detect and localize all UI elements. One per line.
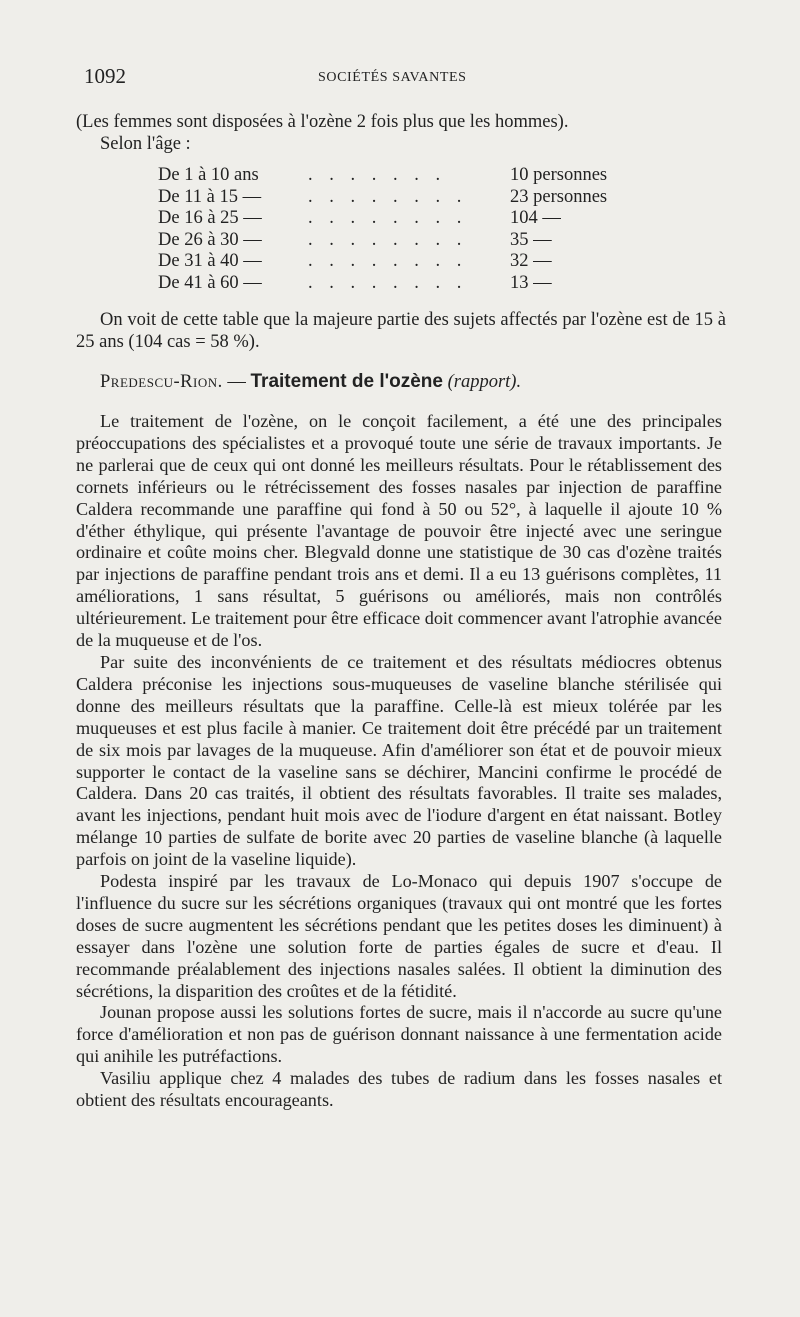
age-range: De 41 à 60 — <box>158 272 262 293</box>
leader-dots: . . . . . . . . <box>308 272 468 293</box>
section-heading <box>100 371 720 393</box>
intro-text <box>76 111 726 155</box>
leader-dots: . . . . . . . <box>308 165 447 185</box>
section-title: Traitement de l'ozène <box>250 371 443 392</box>
age-row <box>158 230 658 252</box>
leader-dots: . . . . . . . . <box>308 186 468 207</box>
heading-dash: — <box>227 372 246 392</box>
age-row <box>158 165 658 187</box>
age-count: 23 personnes <box>510 186 608 207</box>
page-header <box>84 64 724 94</box>
page-number: 1092 <box>84 64 126 88</box>
section-author: Predescu-Rion. <box>100 372 223 392</box>
intro-line-1: (Les femmes sont disposées à l'ozène 2 fois plus que les hommes). <box>76 112 569 132</box>
age-count: 13 — <box>510 272 552 293</box>
intro-line-2: Selon l'âge : <box>100 134 191 154</box>
conclusion-paragraph: On voit de cette table que la majeure partie des sujets affectés par l'ozène est de 15 à 25 ans (104 cas = 58 %). <box>76 310 726 352</box>
age-count: 35 — <box>510 229 552 250</box>
age-range: De 26 à 30 — <box>158 229 262 250</box>
age-range: De 31 à 40 — <box>158 251 262 271</box>
body-paragraph: Le traitement de l'ozène, on le conçoit facilement, a été une des principales préoccupations des spécialistes et a provoqué toute une série de travaux importants. Je ne parlerai que de ceux qui ont donné les meilleurs résultats. Pour le rétablissement des cornets inférieurs ou le rétrécissement des fosses nasales par injection de paraffine Caldera recommande une paraffine qui fond à 50 ou 52°, à laquelle il ajoute 10 % d'éther éthylique, qui présente l'avantage de pouvoir être injecté avec une seringue ordinaire et coûte moins cher. Blegvald donne une statistique de 30 cas d'ozène traités par injections de paraffine pendant trois ans et demi. Il a eu 13 guérisons complètes, 11 améliorations, 1 sans résultat, 5 guérisons ou améliorés, mais non contrôlés ultérieurement. Le traitement pour être efficace doit commencer avant l'atrophie avancée de la muqueuse et de l'os. <box>76 411 722 651</box>
age-count: 32 — <box>510 251 552 271</box>
age-count: 10 personnes <box>510 165 608 185</box>
body-paragraph: Jounan propose aussi les solutions fortes de sucre, mais il n'accorde au sucre qu'une force d'amélioration et non pas de guérison donnant naissance à une fermentation acide qui anihile les putréfactions. <box>76 1002 722 1067</box>
running-title: SOCIÉTÉS SAVANTES <box>318 70 467 85</box>
age-range: De 11 à 15 — <box>158 186 262 207</box>
age-count: 104 — <box>510 208 561 228</box>
body-paragraph: Podesta inspiré par les travaux de Lo-Monaco qui depuis 1907 s'occupe de l'influence du sucre sur les sécrétions organiques (travaux qui ont montré que les fortes doses de sucre augmentent les sécrétions pendant que les petites doses les diminuent) à essayer dans l'ozène une solution forte de parties égales de sucre et d'eau. Il recommande préalablement des injections nasales salées. Il obtient la diminution des sécrétions, la disparition des croûtes et de la fétidité. <box>76 871 722 1001</box>
age-row <box>158 208 658 230</box>
age-table <box>158 165 658 294</box>
body-paragraph: Par suite des inconvénients de ce traitement et des résultats médiocres obtenus Caldera préconise les injections sous-muqueuses de vaseline blanche stérilisée qui donne des meilleurs résultats que la paraffine. Celle-là est mieux tolérée par les muqueuses et est plus facile à manier. Ce traitement doit être précédé par un traitement de six mois par lavages de la muqueuse. Afin d'améliorer son état et de pouvoir mieux supporter le contact de la vaseline sans se déchirer, Mancini confirme le procédé de Caldera. Dans 20 cas traités, il obtient des résultats favorables. Il traite ses malades, avant les injections, pendant huit mois avec de l'iodure d'argent en état naissant. Botley mélange 10 parties de sulfate de borite avec 20 parties de vaseline blanche (à laquelle parfois on joint de la vaseline liquide). <box>76 651 722 870</box>
body-paragraph: Vasiliu applique chez 4 malades des tubes de radium dans les fosses nasales et obtient des résultats encourageants. <box>76 1068 722 1111</box>
age-row <box>158 273 658 295</box>
age-row <box>158 251 658 273</box>
age-range: De 16 à 25 — <box>158 208 262 228</box>
section-label: (rapport). <box>447 372 522 392</box>
leader-dots: . . . . . . . . <box>308 229 468 250</box>
age-row <box>158 187 658 209</box>
leader-dots: . . . . . . . . <box>308 208 468 228</box>
table-conclusion <box>76 309 726 353</box>
article-body <box>76 411 722 1112</box>
age-range: De 1 à 10 ans <box>158 165 259 185</box>
leader-dots: . . . . . . . . <box>308 251 468 271</box>
